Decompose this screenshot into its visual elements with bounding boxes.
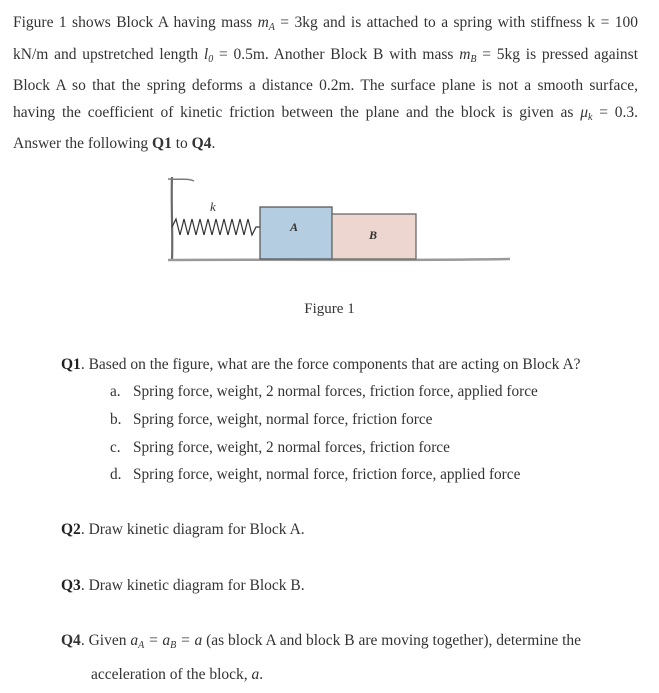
question-1: Q1. Based on the figure, what are the force components that are acting on Block A?: [61, 356, 581, 373]
friction-coefficient-symbol: μ: [580, 103, 588, 121]
figure-1-diagram: [150, 175, 520, 275]
mass-a-symbol: m: [257, 14, 269, 31]
spring-label: k: [210, 199, 216, 214]
wall: [172, 177, 173, 260]
option-d: d. Spring force, weight, normal force, friction force, applied force: [110, 466, 521, 483]
option-c: c. Spring force, weight, 2 normal forces, friction force: [110, 439, 450, 456]
option-b: b. Spring force, weight, normal force, friction force: [110, 411, 433, 428]
length-symbol: l: [203, 45, 209, 63]
figure-caption: Figure 1: [304, 301, 355, 317]
question-4: Q4. Given $a_A = a_B = a$ (as block A and block B are moving together), determine the acceleration of the block, a.: [61, 632, 582, 683]
question-2: Q2. Draw kinetic diagram for Block A.: [61, 521, 305, 538]
mass-b-symbol: m: [459, 45, 471, 63]
block-b-label: B: [369, 228, 378, 242]
option-a: a. Spring force, weight, 2 normal forces, friction force, applied force: [110, 383, 538, 400]
question-3: Q3. Draw kinetic diagram for Block B.: [61, 577, 305, 594]
block-a-label: A: [290, 220, 299, 234]
spring-block-svg: [150, 175, 520, 275]
problem-statement: Figure 1 shows Block A having mass $m_A = 3kg$ and is attached to a spring with stiffness k = 100 kN/m and upstretched length $l_0 = 0.5m$. Another Block B with mass $m_B = 5kg$ is pressed against Block A so that the spring deforms a distance 0.2m. The surface plane is not a smooth surface, having the coefficient of kinetic friction between the plane and the block is given as $\mu_k = 0.3$. Answer the following Q1 to Q4.: [13, 14, 639, 153]
spring: [172, 219, 260, 235]
